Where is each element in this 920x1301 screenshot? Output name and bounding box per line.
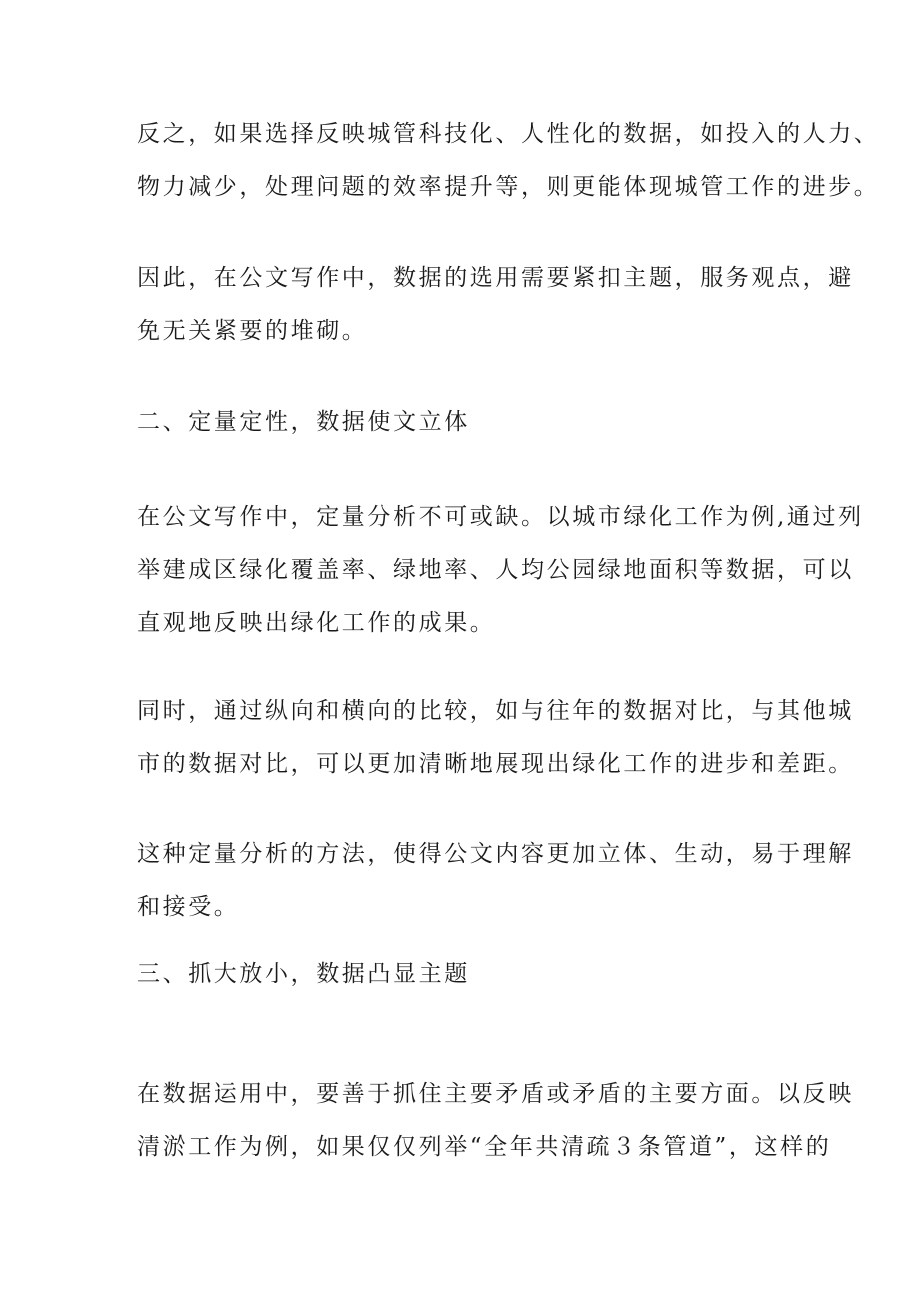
text-line: 直观地反映出绿化工作的成果。 (137, 610, 496, 636)
text-line: 物力减少，处理问题的效率提升等，则更能体现城管工作的进步。 (137, 174, 880, 200)
text-line: 举建成区绿化覆盖率、绿地率、人均公园绿地面积等数据，可以 (137, 557, 854, 583)
text-line: 免无关紧要的堆砌。 (137, 318, 368, 344)
paragraph-method-effect (137, 828, 854, 934)
paragraph-data-selection-contrast (137, 108, 880, 214)
text-line: 清淤工作为例，如果仅仅列举“全年共清疏３条管道”，这样的 (137, 1134, 832, 1160)
paragraph-data-relevance (137, 252, 854, 358)
text-line: 在公文写作中，定量分析不可或缺。以城市绿化工作为例,通过列 (137, 504, 864, 530)
paragraph-quantitative-analysis (137, 491, 864, 650)
text-line: 和接受。 (137, 894, 240, 920)
text-line: 这种定量分析的方法，使得公文内容更加立体、生动，易于理解 (137, 841, 854, 867)
paragraph-comparison (137, 685, 854, 791)
heading-text: 三、抓大放小，数据凸显主题 (137, 961, 470, 987)
section-heading-2 (137, 396, 797, 449)
heading-text: 二、定量定性，数据使文立体 (137, 409, 470, 435)
text-line: 反之，如果选择反映城管科技化、人性化的数据，如投入的人力、 (137, 121, 880, 147)
text-line: 因此，在公文写作中，数据的选用需要紧扣主题，服务观点，避 (137, 265, 854, 291)
text-line: 同时，通过纵向和横向的比较，如与往年的数据对比，与其他城 (137, 698, 854, 724)
text-line: 在数据运用中，要善于抓住主要矛盾或矛盾的主要方面。以反映 (137, 1081, 854, 1107)
text-line: 市的数据对比，可以更加清晰地展现出绿化工作的进步和差距。 (137, 751, 854, 777)
section-heading-3 (137, 948, 797, 1001)
paragraph-focus-main (137, 1068, 854, 1174)
